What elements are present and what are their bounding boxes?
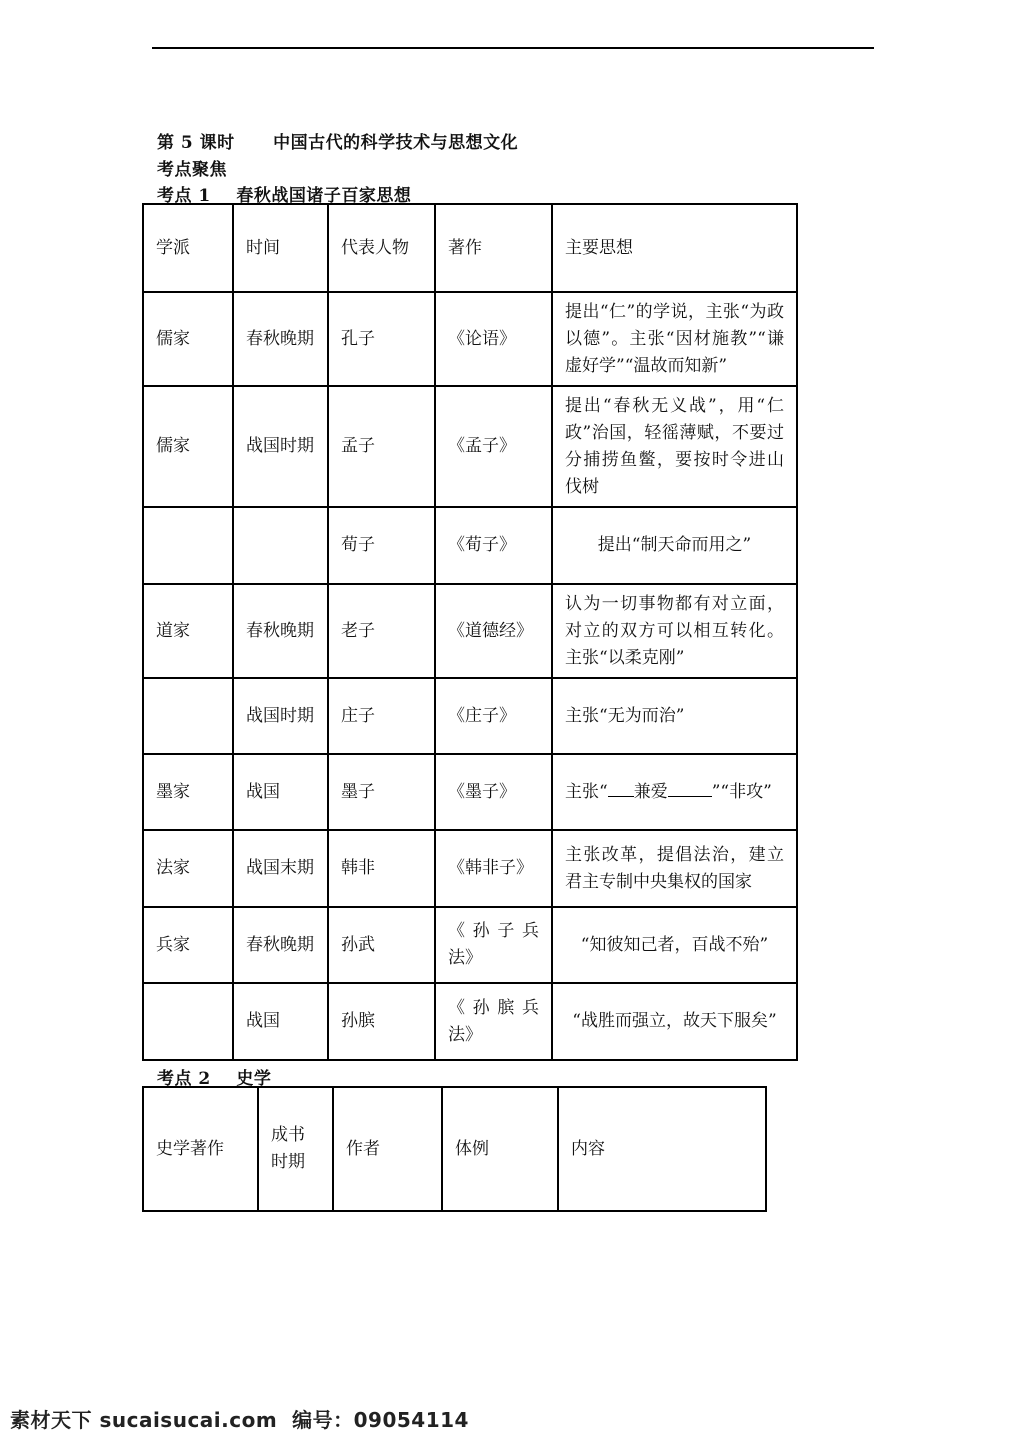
table-row [143, 292, 797, 386]
person-cell: 韩非 [328, 830, 435, 907]
period-cell: 春秋晚期 [233, 584, 328, 678]
period-cell: 春秋晚期 [233, 292, 328, 386]
work-cell: 《道德经》 [435, 584, 552, 678]
schools-table [142, 203, 798, 1061]
fill-blank-lead [608, 796, 634, 797]
top-rule [152, 47, 874, 49]
idea-cell: “知彼知己者，百战不殆” [552, 907, 797, 983]
school-cell [143, 983, 233, 1060]
table-header-row [143, 1087, 766, 1211]
table-row [143, 386, 797, 507]
person-cell: 孙武 [328, 907, 435, 983]
person-cell: 孙膑 [328, 983, 435, 1060]
fill-blank-answer: 兼爱 [633, 781, 668, 802]
history-table [142, 1086, 767, 1212]
table-row [143, 754, 797, 830]
person-cell: 孟子 [328, 386, 435, 507]
school-cell: 法家 [143, 830, 233, 907]
school-cell: 兵家 [143, 907, 233, 983]
period-cell: 战国时期 [233, 678, 328, 754]
table-row [143, 830, 797, 907]
header-cell: 著作 [435, 204, 552, 292]
idea-cell: 认为一切事物都有对立面，对立的双方可以相互转化。主张“以柔克刚” [552, 584, 797, 678]
work-cell: 《庄子》 [435, 678, 552, 754]
point1-title: 考点 1 春秋战国诸子百家思想 [157, 186, 412, 206]
idea-cell: 提出“制天命而用之” [552, 507, 797, 584]
fill-blank-trail [668, 796, 712, 797]
header-cell: 体例 [442, 1087, 558, 1211]
table-header-row [143, 204, 797, 292]
work-cell: 《韩非子》 [435, 830, 552, 907]
header-cell: 主要思想 [552, 204, 797, 292]
header-cell: 作者 [333, 1087, 442, 1211]
work-cell: 《孟子》 [435, 386, 552, 507]
school-cell: 道家 [143, 584, 233, 678]
person-cell: 荀子 [328, 507, 435, 584]
watermark-text: 素材天下 sucaisucai.com 编号：09054114 [10, 1408, 469, 1432]
person-cell: 老子 [328, 584, 435, 678]
period-cell: 战国 [233, 983, 328, 1060]
header-cell: 内容 [558, 1087, 766, 1211]
table-row [143, 584, 797, 678]
period-cell [233, 507, 328, 584]
idea-cell: 提出“春秋无义战”，用“仁政”治国，轻徭薄赋，不要过分捕捞鱼鳖，要按时令进山伐树 [552, 386, 797, 507]
person-cell: 墨子 [328, 754, 435, 830]
school-cell [143, 678, 233, 754]
work-cell: 《孙子兵法》 [435, 907, 552, 983]
idea-cell: 主张改革，提倡法治，建立君主专制中央集权的国家 [552, 830, 797, 907]
person-cell: 庄子 [328, 678, 435, 754]
school-cell: 墨家 [143, 754, 233, 830]
table-row [143, 983, 797, 1060]
lesson-title: 第 5 课时 中国古代的科学技术与思想文化 [157, 133, 519, 153]
header-cell: 时间 [233, 204, 328, 292]
period-cell: 战国末期 [233, 830, 328, 907]
person-cell: 孔子 [328, 292, 435, 386]
school-cell [143, 507, 233, 584]
idea-cell [552, 754, 797, 830]
table-row [143, 907, 797, 983]
idea-suffix: ”“非攻” [711, 781, 772, 802]
header-cell: 学派 [143, 204, 233, 292]
idea-cell: “战胜而强立，故天下服矣” [552, 983, 797, 1060]
school-cell: 儒家 [143, 292, 233, 386]
school-cell: 儒家 [143, 386, 233, 507]
section-title: 考点聚焦 [157, 160, 227, 180]
point2-title: 考点 2 史学 [157, 1069, 272, 1089]
idea-cell: 主张“无为而治” [552, 678, 797, 754]
work-cell: 《荀子》 [435, 507, 552, 584]
period-cell: 战国时期 [233, 386, 328, 507]
table-row [143, 678, 797, 754]
period-cell: 春秋晚期 [233, 907, 328, 983]
work-cell: 《墨子》 [435, 754, 552, 830]
period-cell: 战国 [233, 754, 328, 830]
work-cell: 《孙膑兵法》 [435, 983, 552, 1060]
header-cell: 代表人物 [328, 204, 435, 292]
idea-prefix: 主张“ [565, 781, 608, 802]
idea-cell: 提出“仁”的学说，主张“为政以德”。主张“因材施教”“谦虚好学”“温故而知新” [552, 292, 797, 386]
header-cell: 成书时期 [258, 1087, 333, 1211]
table-row [143, 507, 797, 584]
work-cell: 《论语》 [435, 292, 552, 386]
header-cell: 史学著作 [143, 1087, 258, 1211]
